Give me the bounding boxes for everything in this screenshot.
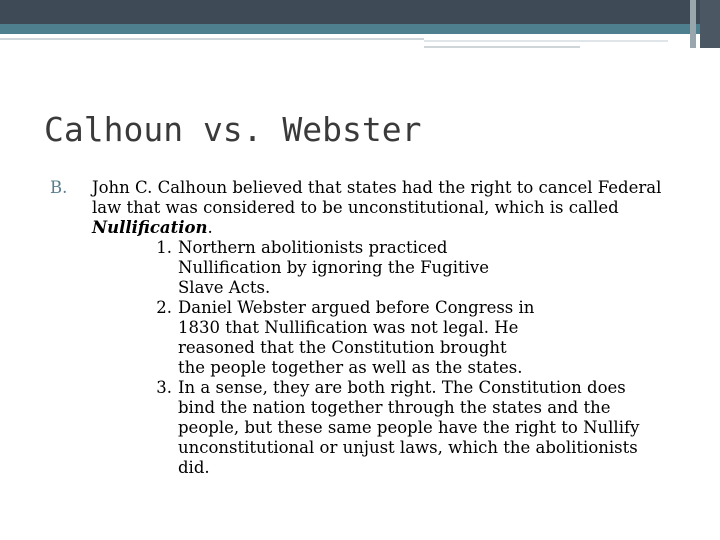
subpoint-text: Daniel Webster argued before Congress in 1830 that Nullification was not legal. He reasoned that the Constitution brought the people together as well as the states. [178, 298, 535, 377]
subpoint-marker: 1. [156, 238, 172, 257]
bullet-emphasis: Nullification [92, 218, 208, 237]
bullet-marker: B. [50, 178, 68, 197]
subpoint-1 [136, 238, 690, 298]
subpoint-2 [136, 298, 690, 378]
subpoint-text: In a sense, they are both right. The Constitution does bind the nation together through the states and the people, but these same people have the right to Nullify unconstitutional or unjust laws, which the abolitionists did. [178, 378, 640, 477]
slide-content [50, 178, 690, 478]
corner-block [700, 0, 720, 48]
subpoint-3 [136, 378, 690, 478]
bullet-text-before: John C. Calhoun believed that states had the right to cancel Federal law that was considered to be unconstitutional, which is called [92, 178, 662, 217]
top-accent-line-right [424, 40, 668, 42]
top-bar-teal [0, 24, 700, 34]
top-accent-line-short [424, 46, 580, 48]
bullet-text [92, 178, 690, 238]
bullet-point-b [50, 178, 690, 238]
bullet-text-after: . [207, 218, 213, 237]
slide-title: Calhoun vs. Webster [44, 110, 422, 149]
top-bar-dark [0, 0, 700, 24]
subpoint-list [136, 238, 690, 478]
subpoint-text: Northern abolitionists practiced Nullification by ignoring the Fugitive Slave Acts. [178, 238, 489, 297]
subpoint-marker: 2. [156, 298, 172, 317]
top-accent-line [0, 38, 424, 40]
subpoint-marker: 3. [156, 378, 172, 397]
corner-edge [690, 0, 696, 48]
